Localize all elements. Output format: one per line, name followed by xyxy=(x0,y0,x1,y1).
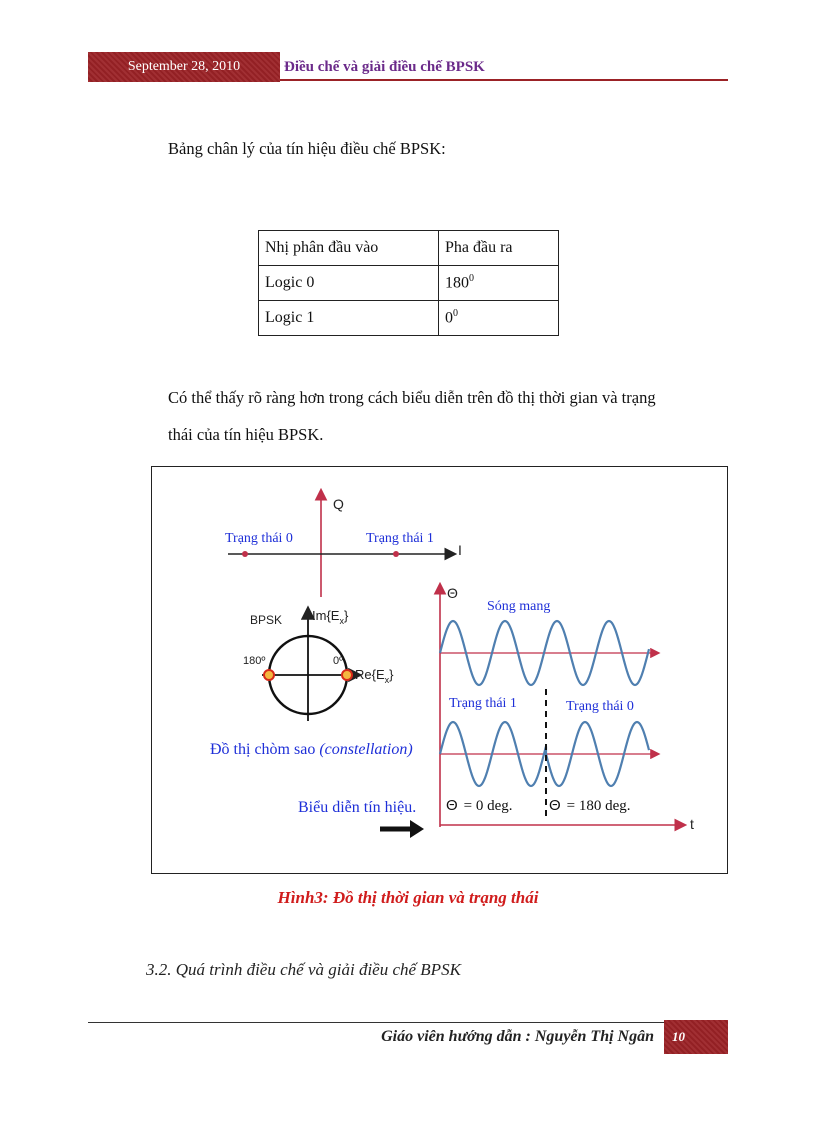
section-heading: 3.2. Quá trình điều chế và giải điều chế BPSK xyxy=(146,960,461,979)
carrier-label: Sóng mang xyxy=(487,599,551,614)
table-row xyxy=(259,301,559,336)
table-header-row xyxy=(259,231,559,266)
phase0-label: Θ = 0 deg. xyxy=(446,797,513,814)
paragraph-line-1: Có thể thấy rõ ràng hơn trong cách biểu diễn trên đồ thị thời gian và trạng xyxy=(168,388,656,407)
footer-rule xyxy=(88,1022,664,1023)
constellation-point-0 xyxy=(342,670,352,680)
phase-value: 180 xyxy=(445,274,469,292)
wave-state0-label: Trạng thái 0 xyxy=(566,699,634,714)
im-axis-label: $Im\{E_x\}$ xyxy=(312,608,349,626)
state1-point xyxy=(393,551,399,557)
phase-value: 0 xyxy=(445,309,453,327)
constellation-point-180 xyxy=(264,670,274,680)
paragraph-line-2: thái của tín hiệu BPSK. xyxy=(168,425,324,444)
bpsk-figure xyxy=(152,467,729,875)
truth-table xyxy=(258,230,559,336)
theta-label: Θ xyxy=(447,585,458,601)
signal-repr-label: Biểu diễn tín hiệu. xyxy=(298,799,417,816)
deg0-label: 0º xyxy=(333,655,344,667)
phase180-label: Θ = 180 deg. xyxy=(549,797,631,814)
footer-advisor: Giáo viên hướng dẫn : Nguyễn Thị Ngân xyxy=(381,1028,654,1045)
deg180-label: 180º xyxy=(243,655,266,667)
i-axis-label: I xyxy=(458,542,462,558)
table-header-phase: Pha đầu ra xyxy=(439,231,559,266)
state0-point xyxy=(242,551,248,557)
page-header xyxy=(88,52,728,82)
table-cell-input: Logic 1 xyxy=(259,301,439,336)
bpsk-label: BPSK xyxy=(250,613,283,627)
intro-text: Bảng chân lý của tín hiệu điều chế BPSK: xyxy=(168,139,446,158)
figure-caption: Hình3: Đồ thị thời gian và trạng thái xyxy=(277,888,539,907)
degree-superscript: 0 xyxy=(453,308,458,320)
table-cell-phase xyxy=(439,266,559,301)
state1-label: Trạng thái 1 xyxy=(366,531,434,546)
table-cell-input: Logic 0 xyxy=(259,266,439,301)
degree-superscript: 0 xyxy=(469,273,474,285)
header-rule xyxy=(280,79,728,81)
table-cell-phase xyxy=(439,301,559,336)
wave-state1-label: Trạng thái 1 xyxy=(449,696,517,711)
q-axis-label: Q xyxy=(333,496,344,512)
t-axis-label: t xyxy=(690,816,694,832)
header-title: Điều chế và giải điều chế BPSK xyxy=(284,59,485,75)
thick-arrow-head xyxy=(410,820,424,838)
re-axis-label: $Re\{E_x\}$ xyxy=(355,667,394,685)
table-header-input: Nhị phân đầu vào xyxy=(259,231,439,266)
constellation-caption: Đồ thị chòm sao (constellation) xyxy=(210,741,413,758)
state0-label: Trạng thái 0 xyxy=(225,531,293,546)
table-row xyxy=(259,266,559,301)
header-date: September 28, 2010 xyxy=(88,52,280,82)
page-number: 10 xyxy=(664,1020,728,1054)
figure-box xyxy=(151,466,728,874)
